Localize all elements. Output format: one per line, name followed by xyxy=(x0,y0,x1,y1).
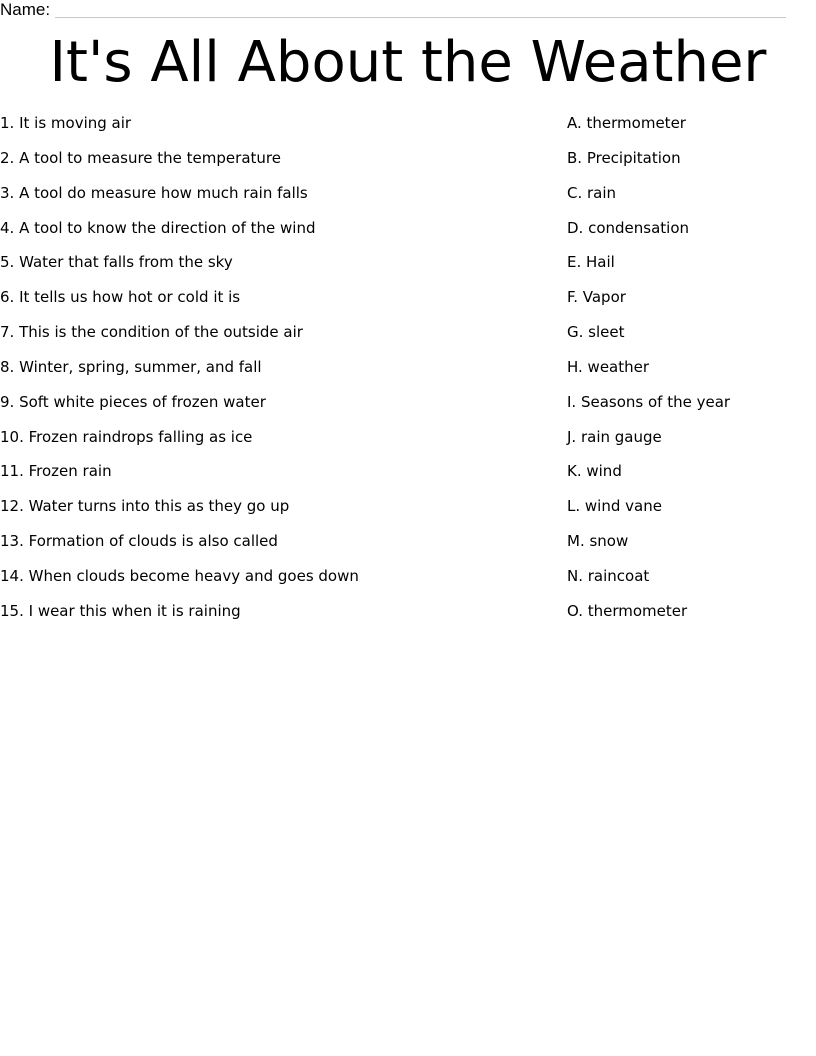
clue-list xyxy=(0,113,540,636)
answer-item: B. Precipitation xyxy=(567,148,681,167)
clue-item: 12. Water turns into this as they go up xyxy=(0,497,290,516)
name-write-line[interactable] xyxy=(55,1,786,18)
answer-item: K. wind xyxy=(567,462,622,481)
clue-item: 4. A tool to know the direction of the wind xyxy=(0,218,316,237)
answer-item: A. thermometer xyxy=(567,114,686,132)
answer-item: N. raincoat xyxy=(567,566,650,585)
clue-item: 13. Formation of clouds is also called xyxy=(0,532,278,551)
answer-item: D. condensation xyxy=(567,218,690,237)
answer-item: H. weather xyxy=(567,357,650,376)
clue-item: 3. A tool do measure how much rain falls xyxy=(0,183,308,202)
answer-item: M. snow xyxy=(567,532,629,551)
answer-item: G. sleet xyxy=(567,323,625,342)
answer-item: J. rain gauge xyxy=(567,427,662,446)
answer-item: L. wind vane xyxy=(567,497,662,516)
clue-item: 8. Winter, spring, summer, and fall xyxy=(0,357,262,376)
clue-item: 6. It tells us how hot or cold it is xyxy=(0,288,241,307)
clue-item: 7. This is the condition of the outside air xyxy=(0,323,303,342)
answer-item: F. Vapor xyxy=(567,288,626,307)
clue-item: 10. Frozen raindrops falling as ice xyxy=(0,427,253,446)
answer-list xyxy=(567,113,807,636)
name-row xyxy=(0,0,786,20)
answer-item: I. Seasons of the year xyxy=(567,392,731,411)
name-label: Name: xyxy=(0,0,51,19)
clue-item: 1. It is moving air xyxy=(0,114,132,132)
answer-item: C. rain xyxy=(567,183,617,202)
worksheet-title: It's All About the Weather xyxy=(49,30,767,95)
clue-item: 15. I wear this when it is raining xyxy=(0,601,241,620)
answer-item: O. thermometer xyxy=(567,601,688,620)
clue-item: 5. Water that falls from the sky xyxy=(0,253,233,272)
clue-item: 14. When clouds become heavy and goes down xyxy=(0,566,359,585)
clue-item: 2. A tool to measure the temperature xyxy=(0,148,281,167)
clue-item: 9. Soft white pieces of frozen water xyxy=(0,392,266,411)
clue-item: 11. Frozen rain xyxy=(0,462,112,481)
answer-item: E. Hail xyxy=(567,253,615,272)
